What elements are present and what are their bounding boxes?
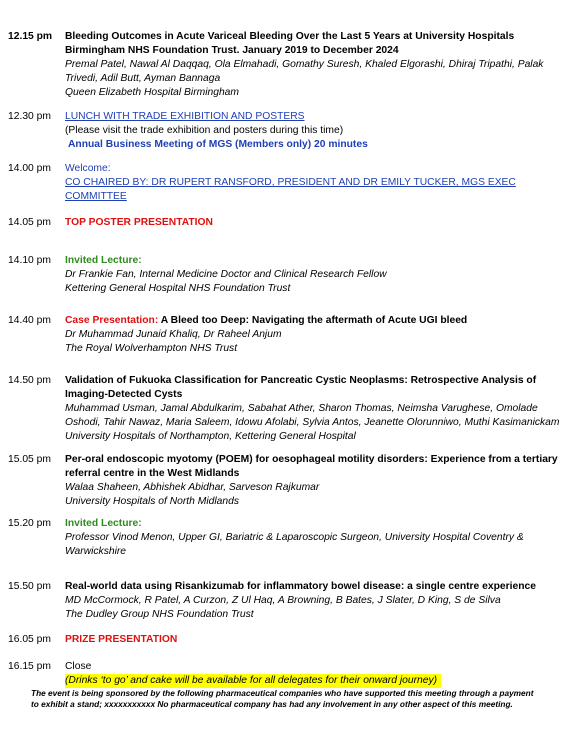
item-authors: Muhammad Usman, Jamal Abdulkarim, Sabahat Ather, Sharon Thomas, Neimsha Varughese, Omolade Oshodi, Tahir Nawaz, Maria Saleem, Idowu Afolabi, Sylvia Antos, Jeanette Olorunniwo, Muthi Kasimanickam (65, 403, 560, 428)
item-title: Bleeding Outcomes in Acute Variceal Bleeding Over the Last 5 Years at University Hospitals Birmingham NHS Foundation Trust. January 2019 to December 2024 (65, 31, 515, 56)
item-time: 12.15 pm (8, 31, 53, 42)
item-authors: Dr Muhammad Junaid Khaliq, Dr Raheel Anjum (65, 329, 282, 340)
item-note: (Please visit the trade exhibition and posters during this time) (65, 125, 344, 136)
item-time: 15.50 pm (8, 581, 51, 592)
item-institution: Queen Elizabeth Hospital Birmingham (65, 87, 239, 98)
item-institution: Kettering General Hospital NHS Foundation Trust (65, 283, 291, 294)
item-authors: Premal Patel, Nawal Al Daqqaq, Ola Elmahadi, Gomathy Suresh, Khaled Elgorashi, Dhiraj Tripathi, Palak Trivedi, Adil Butt, Ayman Bannaga (65, 59, 544, 84)
item-time: 16.15 pm (8, 661, 51, 672)
agenda-item-1605 (8, 633, 563, 647)
agenda-item-1615 (8, 660, 563, 688)
agenda-item-1410 (8, 254, 563, 296)
item-time: 15.05 pm (8, 454, 51, 465)
lunch-link[interactable]: LUNCH WITH TRADE EXHIBITION AND POSTERS (65, 111, 305, 122)
drinks-note: (Drinks ‘to go’ and cake will be available for all delegates for their onward journey) (65, 674, 441, 688)
item-time: 16.05 pm (8, 634, 51, 645)
agenda-item-1550 (8, 580, 563, 622)
item-time: 14.05 pm (8, 217, 51, 228)
agenda-item-1230 (8, 110, 563, 152)
sponsorship-footer: The event is being sponsored by the following pharmaceutical companies who have supported this meeting through a payment to exhibit a stand; xxxxxxxxxxx No pharmaceutical company has had any involvement in any other aspect of this meeting. (31, 688, 534, 710)
item-authors: Walaa Shaheen, Abhishek Abidhar, Sarveson Rajkumar (65, 482, 320, 493)
prize-presentation-title: PRIZE PRESENTATION (65, 634, 178, 645)
item-title: Per-oral endoscopic myotomy (POEM) for oesophageal motility disorders: Experience from a tertiary referral centre in the West Midlands (65, 454, 558, 479)
item-time: 14.50 pm (8, 375, 51, 386)
item-institution: University Hospitals of Northampton, Kettering General Hospital (65, 431, 356, 442)
item-time: 14.10 pm (8, 255, 51, 266)
item-time: 14.40 pm (8, 315, 51, 326)
business-meeting: Annual Business Meeting of MGS (Members only) 20 minutes (68, 139, 368, 150)
invited-lecture-label: Invited Lecture: (65, 255, 142, 266)
agenda-item-1440 (8, 314, 563, 356)
top-poster-title: TOP POSTER PRESENTATION (65, 217, 213, 228)
agenda-item-1450 (8, 374, 563, 444)
item-time: 15.20 pm (8, 518, 51, 529)
close-title: Close (65, 661, 92, 672)
item-speaker: Dr Frankie Fan, Internal Medicine Doctor and Clinical Research Fellow (65, 269, 387, 280)
item-speaker: Professor Vinod Menon, Upper GI, Bariatric & Laparoscopic Surgeon, University Hospital Coventry & Warwickshire (65, 532, 524, 557)
item-institution: The Royal Wolverhampton NHS Trust (65, 343, 238, 354)
item-title: Real-world data using Risankizumab for inflammatory bowel disease: a single centre experience (65, 581, 536, 592)
agenda-item-1215 (8, 30, 563, 100)
agenda-item-1405 (8, 216, 563, 230)
welcome-label: Welcome: (65, 163, 111, 174)
agenda-item-1520 (8, 517, 563, 559)
item-title: Validation of Fukuoka Classification for Pancreatic Cystic Neoplasms: Retrospective Analysis of Imaging-Detected Cysts (65, 375, 537, 400)
co-chairs-link[interactable]: CO CHAIRED BY: DR RUPERT RANSFORD, PRESIDENT AND DR EMILY TUCKER, MGS EXEC COMMITTEE (65, 177, 516, 202)
agenda-item-1400 (8, 162, 563, 204)
item-title: A Bleed too Deep: Navigating the aftermath of Acute UGI bleed (158, 315, 468, 326)
case-presentation-label: Case Presentation: (65, 315, 159, 326)
item-time: 12.30 pm (8, 111, 51, 122)
item-institution: The Dudley Group NHS Foundation Trust (65, 609, 254, 620)
invited-lecture-label: Invited Lecture: (65, 518, 142, 529)
agenda-item-1505 (8, 453, 563, 509)
item-institution: University Hospitals of North Midlands (65, 496, 239, 507)
item-authors: MD McCormock, R Patel, A Curzon, Z Ul Haq, A Browning, B Bates, J Slater, D King, S de Silva (65, 595, 501, 606)
item-time: 14.00 pm (8, 163, 51, 174)
